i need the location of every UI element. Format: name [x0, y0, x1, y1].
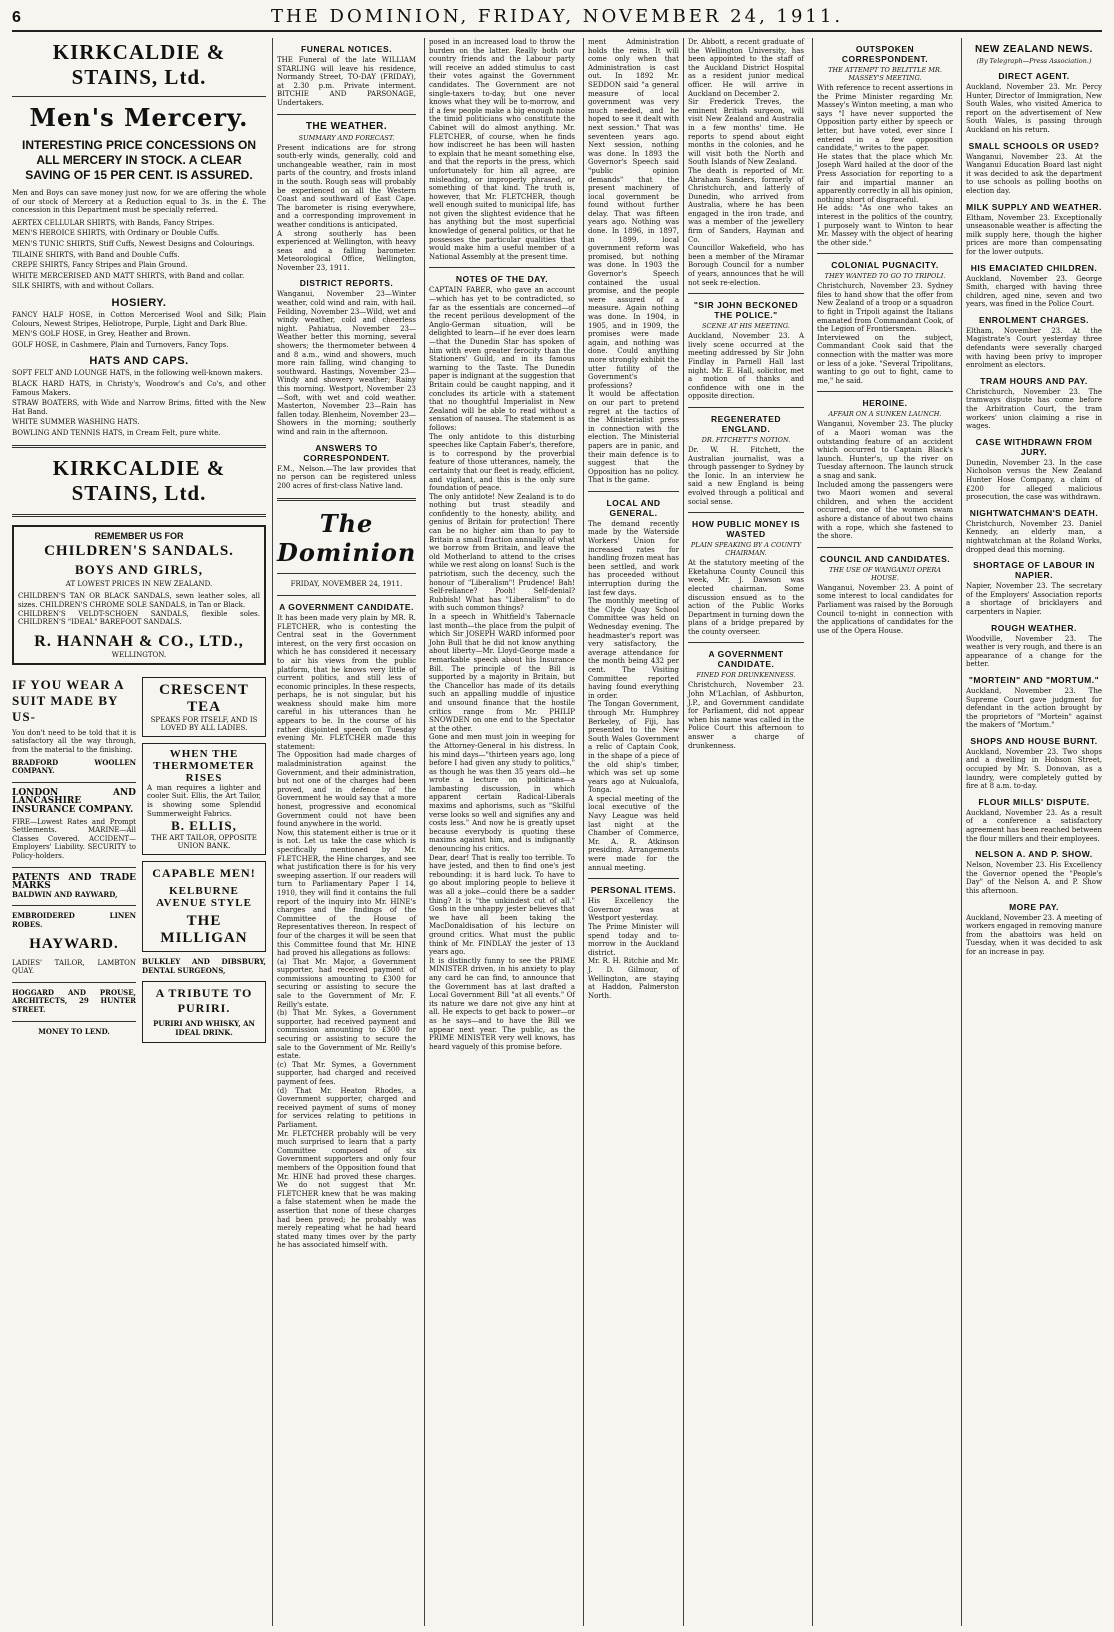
shortage-heading: SHORTAGE OF LABOUR IN NAPIER. — [973, 560, 1095, 581]
nelson-show-heading: NELSON A. AND P. SHOW. — [975, 849, 1093, 860]
weather-subheading: SUMMARY AND FORECAST. — [298, 133, 395, 142]
article-text: He adds: "As one who takes an interest in the politics of the country, I purposely want to Winton to hear Mr. Massey with the object of hearing the other side." — [817, 204, 953, 247]
government-candidate-heading-2: A GOVERNMENT CANDIDATE. — [708, 649, 784, 670]
nz-news-column — [961, 38, 1106, 1626]
milk-supply-heading: MILK SUPPLY AND WEATHER. — [966, 201, 1102, 212]
article-text: Eltham, November 23. Exceptionally unseasonable weather is affecting the milk supply here, though the higher prices are more than compensating for the lower outputs. — [966, 213, 1102, 256]
hayward-sub: LADIES' TAILOR, LAMBTON QUAY. — [12, 958, 136, 976]
article-text: Auckland, November 23. Mr. Percy Hunter, Director of Immigration, New South Wales, who visited America to report on the advertisement of New South Wales, is passing through Auckland on his return. — [966, 83, 1102, 134]
article-text: Auckland, November 23. As a result of a conference a satisfactory agreement has been reached between the flour millers and their employees. — [966, 808, 1102, 843]
funeral-heading: FUNERAL NOTICES. — [301, 44, 392, 54]
article-text: Dr. W. H. Fitchett, the Australian journalist, was a through passenger to Sydney by the Ionic. In an interview he said a new England is being evolved through a political and social sense. — [688, 445, 804, 506]
ad-line: CREPE SHIRTS, Fancy Stripes and Plain Ground. — [12, 261, 188, 270]
hoggard-heading: HOGGARD AND PROUSE, ARCHITECTS, 29 HUNTER STREET. — [12, 987, 136, 1014]
weather-heading: THE WEATHER. — [305, 120, 388, 132]
flour-mills-heading: FLOUR MILLS' DISPUTE. — [978, 796, 1090, 807]
mortein-heading: "MORTEIN" AND "MORTUM." — [968, 674, 1100, 685]
ad-line: MEN'S GOLF HOSE, in Grey, Heather and Brown. — [12, 330, 191, 339]
article-text: The only antidote to this disturbing speeches like Captain Faber's, therefore, is to correspond by the proverbial feature of those utterances, namely, the certainty that our fleet is ready, efficient, and vigilant, and this is the only sure foundation of peace. — [429, 432, 575, 493]
article-text: posed in an increased load to throw the burden on the latter. Really both our country friends and the Labour party will receive an added stimulus to cast their votes against the Government candidates. The Government are not single-taxers to-day, but one never knows what they will be to-morrow, and if a few people make a big enough noise the timid politicians who constitute the Cabinet will do almost anything. Mr. FLETCHER, of course, when he finds how indiscreet he has been will hasten to explain that he meant something else, and that the reports in the press, which unfortunately for him all agree, are misleading, or improperly phrased, or something of that kind. The truth is, however, that Mr. FLETCHER, though well enough suited to municipal life, has not given the slightest evidence that he has anything but the most superficial knowledge of general politics, or that he possesses the particular qualities that would make him a useful member of a National Assembly at the present time. — [429, 38, 575, 261]
ad-line: AERTEX CELLULAR SHIRTS, with Bands, Fancy Stripes. — [12, 218, 215, 227]
article-text: It has been made very plain by MR. R. FLETCHER, who is contesting the Central seat in the Government interest, on the very first occasion on which he has considered it necessary to air his views from the public platform, that he knows very little of current politics, and still less of economic principles. In these respects, perhaps, he is not singular, but his weakness should make him more careful in his utterances than he appears to be. In the course of his rather disjointed speech on Tuesday evening Mr. FLETCHER made this statement: — [277, 613, 416, 751]
sandals-subtitle: AT LOWEST PRICES IN NEW ZEALAND. — [65, 580, 213, 589]
article-subheading: SCENE AT HIS MEETING. — [702, 322, 790, 331]
article-text: The monthly meeting of the Clyde Quay School Committee was held on Wednesday evening. The headmaster's report was very satisfactory, the average attendance for the month being 432 per cent. The Visiting Committee reported having found everything in order. — [588, 597, 679, 700]
shops-burnt-heading: SHOPS AND HOUSE BURNT. — [970, 735, 1098, 746]
ad-line: GOLF HOSE, in Cashmere, Plain and Turnovers, Fancy Tops. — [12, 340, 229, 349]
kirkcaldie-heading: KIRKCALDIE & STAINS, Ltd. — [52, 40, 226, 89]
hosiery-heading: HOSIERY. — [111, 296, 167, 309]
jury-heading: CASE WITHDRAWN FROM JURY. — [975, 436, 1093, 457]
article-text: (a) That Mr. Major, a Government supporter, had received payment of commissions amounting to £300 for securing or assisting to secure the sale to the Government of Mr. F. Reilly's estate. — [277, 957, 416, 1009]
hannah-heading: R. HANNAH & CO., LTD., — [34, 632, 244, 650]
article-text: Wanganui, November 23—Winter weather, cold wind and rain, with hail. Feilding, November 23—Wild, wet and windy weather, cold and cheerless night. Pahiatua, November 23—Weather better this morning, several showers; the thermometer between 4 and 8 a.m., wind and showers, much more rain falling, wind changing to southward. Hastings, November 23—Windy and showery weather; Rainy this morning. Westport, November 23—Soft, with wet and cold weather. Masterton, November 23—Rain has fallen today. Blenheim, November 23—Showers in the morning; southerly wind and rain in the afternoon. — [277, 290, 416, 436]
article-text: The Opposition had made charges of maladministration against the Government, and their administration, but not one of the charges had been proved, and in defence of the Government he would say that a more honest, progressive and economical Government could not have been found anywhere in the world. — [277, 751, 416, 829]
outspoken-heading: OUTSPOKEN CORRESPONDENT. — [841, 44, 929, 64]
enrolment-heading: ENROLMENT CHARGES. — [978, 314, 1090, 325]
article-text: Mr. FLETCHER probably will be very much surprised to learn that a party Committee composed of six Government supporters and only four members of the Opposition found that Mr. HINE had proved these charges. We do not suggest that Mr. FLETCHER knew that he was making a false statement when he made the assertion that none of these charges had been proved; he probably was merely repeating what he had heard stated many times over by the party he has associated himself with. — [277, 1129, 416, 1250]
public-money-heading: HOW PUBLIC MONEY IS WASTED — [691, 519, 801, 540]
answers-heading: ANSWERS TO CORRESPONDENT. — [303, 442, 390, 463]
advertisement-column — [8, 38, 270, 1626]
article-text: A special meeting of the local executive of the Navy League was held last night at the Chamber of Commerce, Mr. A. R. Atkinson presiding. Arrangements were made for the annual meeting. — [588, 794, 679, 872]
ad-line: WHITE MERCERISED AND MATT SHIRTS, with Band and collar. — [12, 271, 245, 280]
article-subheading: THE ATTEMPT TO BELITTLE MR. MASSEY'S MEETING. — [828, 66, 942, 82]
hannah-city: WELLINGTON. — [111, 650, 167, 659]
regenerated-england-heading: REGENERATED ENGLAND. — [710, 413, 782, 434]
article-text: The demand recently made by the Waterside Workers' Union for increased rates for handling frozen meat has been settled, and work has proceeded without interruption during the last few days. — [588, 519, 679, 597]
ad-line: MEN'S TUNIC SHIRTS, Stiff Cuffs, Newest Designs and Colourings. — [12, 239, 255, 248]
article-text: The Tongan Government, through Mr. Humphrey Berkeley, of Fiji, has presented to the New South Wales Government a relic of Captain Cook, in the shape of a piece of the old ship's timber, which was set up some years ago at Nukualofa, Tonga. — [588, 700, 679, 795]
suit-heading: IF YOU WEAR A SUIT MADE BY US- — [12, 676, 124, 724]
nz-news-heading: NEW ZEALAND NEWS. — [975, 44, 1093, 55]
heroine-heading: HEROINE. — [862, 398, 908, 409]
article-text: Christchurch, November 23. Daniel Kennedy, an elderly man, a nightwatchman at the Roland Works, dropped dead this morning. — [966, 519, 1102, 554]
article-text: THE Funeral of the late WILLIAM STARLING will leave his residence, Normandy Street, TO-DAY (FRIDAY), at 2.30 p.m. Private interment. BITCHIE AND PARSONAGE, Undertakers. — [277, 56, 416, 107]
concessions-text: INTERESTING PRICE CONCESSIONS ON ALL MERCERY IN STOCK. A CLEAR SAVING OF 15 PER CENT. IS ASSURED. — [21, 138, 257, 182]
article-text: Napier, November 23. The secretary of the Employers' Association reports a shortage of bricklayers and carpenters in Napier. — [966, 582, 1102, 616]
article-subheading: PLAIN SPEAKING BY A COUNTY CHAIRMAN. — [690, 541, 802, 558]
article-text: Dunedin, November 23. In the case Nicholson versus the New Zealand Hunter Hose Company, a claim of £200 for alleged malicious prosecution, the case was withdrawn. — [966, 458, 1102, 502]
tram-hours-heading: TRAM HOURS AND PAY. — [980, 375, 1088, 386]
ad-line: EMBROIDERED LINEN ROBES. — [12, 911, 136, 929]
baldwin-name: BALDWIN AND RAYWARD, — [12, 889, 118, 899]
local-general-heading: LOCAL AND GENERAL. — [606, 497, 661, 518]
ad-line: MEN'S HEROICE SHIRTS, with Ordinary or Double Cuffs. — [12, 229, 220, 238]
news-column — [683, 38, 808, 1626]
ad-body-text: You don't need to be told that it is satisfactory all the way through, from the material to the finishing. — [12, 728, 136, 755]
article-text: Dr. Abbott, a recent graduate of the Wellington University, has been appointed to the staff of the Auckland District Hospital as a resident junior medical officer. He will arrive in Auckland on December 2. — [688, 38, 804, 98]
personal-items-heading: PERSONAL ITEMS. — [590, 885, 677, 896]
article-text: Now, this statement either is true or it is not. Let us take the case which is specifically mentioned by Mr. FLETCHER, the Hine charges, and see what justification there is for his very sweeping assertion. If our readers will turn to Parliamentary Paper I 14, 1910, they will find it contains the full report of the inquiry into Mr. HINE's charges and the findings of the Committee of the House of Representatives thereon. In respect of four of the charges it will be seen that this Committee found that Mr. HINE had proved his allegations as follows: — [277, 828, 416, 958]
article-text: At the statutory meeting of the Eketahuna County Council this week, Mr. J. Dawson was elected chairman. Some discussion ensued as to the action of the Public Works Department in turning down the plans of a bridge prepared by the county overseer. — [688, 559, 804, 636]
article-subheading: DR. FITCHETT'S NOTION. — [701, 435, 791, 444]
bulkley-heading: BULKLEY AND DIBSBURY, DENTAL SURGEONS, — [142, 957, 266, 975]
ad-line: SOFT FELT AND LOUNGE HATS, in the following well-known makers. — [12, 369, 263, 378]
mercery-heading: Men's Mercery. — [29, 103, 249, 132]
article-subheading: AFFAIR ON A SUNKEN LAUNCH. — [828, 410, 942, 419]
article-subheading: THE USE OF WANGANUI OPERA HOUSE. — [829, 565, 941, 582]
page-header — [12, 6, 1102, 32]
article-text: F.M., Nelson.—The law provides that no person can be registered unless 200 acres of first-class Native land. — [277, 464, 416, 490]
editorial-column — [424, 38, 579, 1626]
article-text: He states that the place which Mr. Joseph Ward hailed at the door of the Press Association for reporting to a fair and impartial manner an apparently correctly in all his opinion, nothing short of disgraceful. — [817, 152, 953, 204]
sandals-line-1: REMEMBER US FOR — [94, 531, 184, 542]
emaciated-heading: HIS EMACIATED CHILDREN. — [970, 262, 1098, 273]
article-text: Woodville, November 23. The weather is very rough, and there is an appearance of a change for the better. — [966, 634, 1102, 669]
page-number: 6 — [12, 9, 21, 26]
boys-girls-heading: BOYS AND GIRLS, — [74, 562, 204, 578]
article-text: Auckland, November 23. George Smith, charged with having three children, aged nine, seven and two years, was fined in the Police Court. — [966, 274, 1102, 309]
tribute-heading: A TRIBUTE TO PURIRI. — [155, 986, 253, 1016]
article-text: Wanganui, November 23. A point of some interest to local candidates for Parliament was raised by the Borough Council to-night in connection with the applications of candidates for the use of the Opera House. — [817, 583, 953, 635]
article-text: (d) That Mr. Heaton Rhodes, a Government supporter, charged and received payment of sums of money for services relating to petitions in Parliament. — [277, 1086, 416, 1129]
article-text: Councillor Wakefield, who has been a member of the Miramar Borough Council for a number of years, announces that he will not seek re-election. — [688, 244, 804, 287]
article-text: Auckland, November 23. The Supreme Court gave judgment for defendant in the action brought by the proprietors of "Mortein" against the makers of "Mortum." — [966, 686, 1102, 730]
article-text: His Excellency the Governor was at Westport yesterday. — [588, 897, 679, 923]
article-text: In a speech in Whitfield's Tabernacle last month—the place from the pulpit of which Sir JOSEPH WARD informed poor John Bull that he did not know anything about liberty—Mr. Lloyd-George made a remarkable speech about his Insurance Bill. The principle of the Bill is supported by a majority in Britain, but the Chancellor has made of its details such an appalling muddle of injustice and unsound finance that the hostile critics range from Mr. PHILIP SNOWDEN on one end to the Spectator at the other. — [429, 613, 575, 733]
local-news-column — [583, 38, 683, 1626]
article-text: Present indications are for strong south-erly winds, generally, cold and unchangeable weather, rain in most parts of the country, and frosts inland in the south. Rough seas will probably be experienced on all the Western Coast and southward of East Cape. The barometer is rising everywhere, and a corresponding improvement in weather conditions is anticipated. — [277, 143, 416, 229]
ad-line: STRAW BOATERS, with Wide and Narrow Brims, fitted with the New Hat Band. — [12, 399, 266, 416]
article-text: The only antidote! New Zealand is to do nothing but trust steadily and confidently to the honesty, ability, and genius of Britain for protection! There can be no higher aim than to pay to Britain a small fraction annually of what we borrow from Britain, and leave the old Motherland to attend to the crises while we rest along on loans! Such is the patriotism, such the decency, such the honour of "Liberalism"! Prudence! Bah! Self-reliance? Pooh! Self-denial? Rubbish! What has "Liberalism" to do with such common things? — [429, 492, 575, 613]
council-candidates-heading: COUNCIL AND CANDIDATES. — [819, 553, 951, 564]
article-subheading: (By Telegraph—Press Association.) — [976, 57, 1092, 65]
article-text: Wanganui, November 23. The plucky of a Maori woman was the outstanding feature of an accident which occurred to Captain Black's launch. Hunter's, up the river on Tuesday afternoon. The launch struck a snag and sank. — [817, 420, 953, 480]
bradford-name: BRADFORD WOOLLEN COMPANY. — [12, 757, 136, 776]
ad-line: WHITE SUMMER WASHING HATS. — [12, 418, 140, 427]
article-text: Mr. R. H. Ritchie and Mr. J. D. Gilmour, of Wellington, are staying at Haddon, Palmerston North. — [588, 957, 679, 1000]
article-text: It would be affectation on our part to pretend regret at the tactics of the Ministerialist press in connection with the election. The Ministerial papers are in panic, and their main defence is to suggest that the Opposition has no policy. That is the game. — [588, 390, 679, 485]
hayward-heading: HAYWARD. — [29, 935, 119, 952]
article-text: Sir Frederick Treves, the eminent British surgeon, will visit New Zealand and Australia in a few months' time. He reports to spend about eight months in the colonies, and he will visit both the North and South Islands of New Zealand. — [688, 98, 804, 167]
article-text: A strong southerly has been experienced at Wellington, with heavy seas and a falling barometer. Meteorological Office, Wellington, November 23, 1911. — [277, 229, 416, 272]
direct-agent-heading: DIRECT AGENT. — [998, 71, 1070, 81]
ad-line: FANCY HALF HOSE, in Cotton Mercerised Wool and Silk; Plain Colours, Newest Stripes, Heliotrope, Purple, Light and Dark Blue. — [12, 310, 266, 328]
article-text: Christchurch, November 23. The tramways dispute has come before the Arbitration Court, the tram workers' union claiming a rise in wages. — [966, 387, 1102, 431]
page-title: THE DOMINION, FRIDAY, NOVEMBER 24, 1911. — [270, 6, 844, 27]
ad-line: SILK SHIRTS, with and without Collars. — [12, 282, 155, 291]
article-subheading: THEY WANTED TO GO TO TRIPOLI. — [824, 272, 946, 281]
article-text: Wanganui, November 23. At the Wanganui Education Board last night it was decided to ask the department to use schools as polling booths on election day. — [966, 152, 1102, 195]
weather-column — [272, 38, 420, 1626]
article-text: The Prime Minister will spend today and to-morrow in the Auckland district. — [588, 923, 679, 957]
patents-heading: PATENTS AND TRADE MARKS — [12, 872, 136, 892]
article-text: Interviewed on the subject, Commandant Cook said that the connection with the matter was more or less of a joke. "Several Tripolitans, wanting to go out to fight, came to me," he said. — [817, 333, 953, 385]
article-text: (c) That Mr. Symes, a Government supporter, had charged and received payment of fees. — [277, 1060, 416, 1086]
ad-line: CHILDREN'S TAN OR BLACK SANDALS, sewn leather soles, all sizes. CHILDREN'S CHROME SOLE SANDALS, in Tan or Black. — [18, 592, 260, 610]
government-candidate-heading: A GOVERNMENT CANDIDATE. — [279, 601, 414, 612]
article-text: Dear, dear! That is really too terrible. To have jested, and then to find one's jest rebounding: it is hard luck. To have to go about imploring people to believe it was all a joke—could there be a sadder thing? It is "the unkindest cut of all." Gosh in the unhappy jester believes that we have all been taking the MacDonaldisation of his lecture on ground critics. What must the public think of Mr. FINDLAY the jester of 13 years ago. — [429, 853, 575, 957]
ad-body-text: A man requires a lighter and cooler Suit. Ellis, the Art Tailor, is showing some Splendid Summerweight Fabrics. — [147, 783, 261, 818]
district-heading: DISTRICT REPORTS. — [299, 278, 394, 289]
nightwatchman-heading: NIGHTWATCHMAN'S DEATH. — [969, 507, 1099, 518]
money-heading: MONEY TO LEND. — [38, 1026, 110, 1036]
article-text: With reference to recent assertions in the Prime Minister regarding Mr. Massey's Winton meeting, a man who says "I have never supported the Opposition party either by speech or letter, but have voted, ever since I entered in a few opposition candidate," writes to the paper. — [817, 84, 953, 153]
sandals-heading: CHILDREN'S SANDALS. — [44, 543, 234, 560]
notes-of-the-day-heading: NOTES OF THE DAY. — [455, 274, 549, 285]
article-subheading: FINED FOR DRUNKENNESS. — [696, 671, 796, 680]
article-text: Auckland, November 23. A meeting of workers engaged in removing manure from the abattoirs was held on Tuesday, when it was decided to ask for an increase in pay. — [966, 913, 1102, 956]
kelburne-heading: KELBURNE AVENUE STYLE — [156, 885, 252, 910]
article-text: Auckland, November 23. Two shops and a dwelling in Hobson Street, occupied by Mr. S. Donovan, as a laundry, were completely gutted by fire at 8 a.m. to-day. — [966, 747, 1102, 791]
article-text: Gone and men must join in weeping for the Attorney-General in his distress. In his mind days—"thirteen years ago, long before I had given any study to politics," as though he was then 35 years old—he wrote a lecture on politicians—a lambasting discussion, in which apparent certain Radical-Liberals maxims and aphorisms, such as "Skilful verse looks so well and signifies any and costs less." And now he is greatly upset because everybody is quoting these maxims against him, and is indignantly denouncing his critics. — [429, 733, 575, 854]
hats-heading: HATS AND CAPS. — [89, 355, 189, 368]
puriri-heading: PURIRI AND WHISKY, AN IDEAL DRINK. — [153, 1019, 255, 1037]
ad-body-text: FIRE—Lowest Rates and Prompt Settlements. MARINE—All Classes Covered. ACCIDENT—Employers' Liability. SECURITY to Policy-holders. — [12, 817, 136, 860]
milligan-heading: THE MILLIGAN — [160, 913, 248, 947]
article-text: Included among the passengers were two Maori women and several children, and when the accident occurred, one of the women swam ashore a distance of about two chains with a rope, which she fastened to the shore. — [817, 480, 953, 541]
sir-john-heading: "SIR JOHN BECKONED THE POLICE." — [693, 300, 799, 321]
ad-line: TILAINE SHIRTS, with Band and Double Cuffs. — [12, 250, 180, 259]
dominion-masthead: The Dominion — [277, 509, 417, 568]
ad-line: CHILDREN'S VELDT-SCHOEN SANDALS, flexible soles. CHILDREN'S "IDEAL" BAREFOOT SANDALS. — [18, 609, 260, 627]
london-insurance: LONDON AND LANCASHIRE INSURANCE COMPANY. — [12, 787, 136, 815]
article-text: Christchurch, November 23. Sydney files to hand show that the offer from New Zealand of a troop or a squadron to fight in Tripoli against the Italians emanated from Commandant Cook, of the Legion of Frontiersmen. — [817, 282, 953, 334]
ellis-sub: THE ART TAILOR, OPPOSITE UNION BANK. — [151, 834, 257, 851]
capable-heading: CAPABLE MEN! — [152, 866, 256, 881]
article-text: ment Administration holds the reins. It will come only when that Administration is cast out. In 1892 Mr. SEDDON said "a general measure of local government was very much needed, and he hoped to see it dealt with next session." That was seventeen years ago. Next session, nothing was done. In 1893 the Governor's Speech said "public opinion demands" that the present machinery of local government be found without further delay. That was fifteen years ago. Nothing was done. In 1896, in 1897, in 1899, local government reform was promised, but nothing was done. In 1903 the Governor's Speech contained the usual promise, and the people were assured of a measure. Again nothing was done. In 1904, in 1905, and in 1909, the promises were made again, and nothing was done. Could anything more strongly exhibit the utter futility of the Government's professions? — [588, 38, 679, 390]
article-text: Auckland, November 23. A lively scene occurred at the meeting addressed by Sir John Findlay in Parnell Hall last night. Mr. E. Hall, solicitor, met a motion of thanks and confidence with one in the opposite direction. — [688, 332, 804, 401]
ad-line: BLACK HARD HATS, in Christy's, Woodrow's and Co's, and other Famous Makers. — [12, 379, 266, 397]
article-text: The death is reported of Mr. Abraham Sanders, formerly of Christchurch, and latterly of Dunedin, who arrived from Australia, where he has been engaged in the iron trade, and was a member of the jewellery firm of Sanders, Hayman and Co. — [688, 166, 804, 244]
article-text: CAPTAIN FABER, who gave an account—which has yet to be contradicted, so far as the essentials are concerned—of the recent perilous development of the Anglo-German situation, will be delighted to learn—if he ever does learn—that the Dunedin Star has spoken of him with even greater ferocity than the Stationers' Guild, and in its famous warning to the Taste. The Dunedin paper is indignant at the suggestion that Britain could be caught napping, and it concludes its article with a statement that no thoughtful Imperialist in New Zealand will be able to read without a sensation of nausea. The statement is as follows: — [429, 286, 575, 432]
ad-body-text: Men and Boys can save money just now, for we are offering the whole of our stock of Mercery at a Reduction equal to 3s. in the £. The concession in this Department must be specially referred. — [12, 189, 266, 215]
small-schools-heading: SMALL SCHOOLS OR USED? — [968, 140, 1100, 151]
article-text: Nelson, November 23. His Excellency the Governor opened the "People's Day" of the Nelson A. and P. Show this afternoon. — [966, 861, 1102, 895]
issue-date: FRIDAY, NOVEMBER 24, 1911. — [290, 580, 403, 589]
ad-line: BOWLING AND TENNIS HATS, in Cream Felt, pure white. — [12, 428, 221, 437]
article-text: Christchurch, November 23. John M'Lachlan, of Ashburton, J.P., and Government candidate for Parliament, did not appear when his name was called in the Police Court this afternoon to answer a charge of drunkenness. — [688, 681, 804, 750]
rough-weather-heading: ROUGH WEATHER. — [991, 622, 1077, 633]
crescent-sub: SPEAKS FOR ITSELF, AND IS LOVED BY ALL LADIES. — [150, 715, 258, 732]
crescent-heading: CRESCENT TEA — [159, 681, 249, 715]
article-text: (b) That Mr. Sykes, a Government supporter, had received payment and commission amounting to £300 for securing or assisting to secure the sale to the Government of Mr. Reilly's estate. — [277, 1009, 416, 1061]
article-text: Eltham, November 23. At the Magistrate's Court yesterday three defendants were severally charged with having been privy to improper enrolment as electors. — [966, 326, 1102, 370]
colonial-pugnacity-heading: COLONIAL PUGNACITY. — [831, 260, 939, 271]
telegraph-column — [812, 38, 957, 1626]
thermometer-heading: WHEN THE THERMOMETER RISES — [153, 747, 255, 784]
kirkcaldie-heading-2: KIRKCALDIE & STAINS, Ltd. — [52, 456, 226, 506]
more-pay-heading: MORE PAY. — [1009, 901, 1059, 912]
ellis-heading: B. ELLIS, — [171, 818, 237, 834]
article-text: It is distinctly funny to see the PRIME MINISTER driven, in his anxiety to play any card he can find, to announce that the Government has at last drafted a Local Government Bill "at all events." Of its nature we dare not give any hint at all. He expects to get back to power—or as he says—and to have the Bill we appear next year. The public, as the PRIME MINISTER very well knows, has heard vaguely of this promise before. — [429, 956, 575, 1051]
